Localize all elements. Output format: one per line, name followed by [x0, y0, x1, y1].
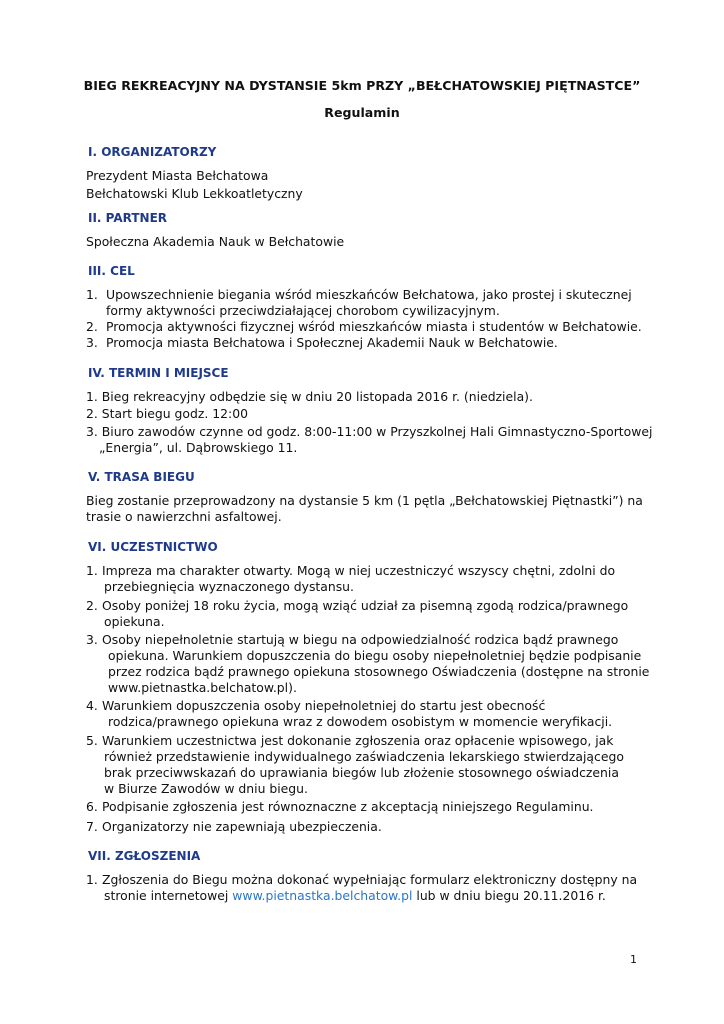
list-item-continuation: formy aktywności przeciwdziałającej chorobom cywilizacyjnym.	[106, 303, 500, 318]
section-heading-partner: II. PARTNER	[88, 211, 168, 225]
list-item: 5. Warunkiem uczestnictwa jest dokonanie zgłoszenia oraz opłacenie wpisowego, jak	[86, 733, 614, 748]
list-item: 6. Podpisanie zgłoszenia jest równoznaczne z akceptacją niniejszego Regulaminu.	[86, 799, 594, 814]
date-place-line: 1. Bieg rekreacyjny odbędzie się w dniu 20 listopada 2016 r. (niedziela).	[86, 389, 533, 404]
section-heading-organizers: I. ORGANIZATORZY	[88, 145, 217, 159]
section-heading-route: V. TRASA BIEGU	[88, 470, 195, 484]
list-item-continuation: rodzica/prawnego opiekuna wraz z dowodem osobistym w momencie weryfikacji.	[108, 714, 613, 729]
document-subtitle: Regulamin	[324, 105, 400, 120]
list-item: 3. Osoby niepełnoletnie startują w biegu na odpowiedzialność rodzica bądź prawnego	[86, 632, 619, 647]
page-number: 1	[630, 953, 637, 966]
list-item-continuation: opiekuna.	[104, 614, 165, 629]
partner-line: Społeczna Akademia Nauk w Bełchatowie	[86, 234, 345, 249]
list-item-continuation: brak przeciwwskazań do uprawiania biegów lub złożenie stosownego oświadczenia	[104, 765, 619, 780]
date-place-line: „Energia”, ul. Dąbrowskiego 11.	[99, 440, 298, 455]
date-place-line: 2. Start biegu godz. 12:00	[86, 406, 248, 421]
list-item: 2. Osoby poniżej 18 roku życia, mogą wziąć udział za pisemną zgodą rodzica/prawnego	[86, 598, 629, 613]
list-item: 1. Impreza ma charakter otwarty. Mogą w niej uczestniczyć wszyscy chętni, zdolni do	[86, 563, 616, 578]
list-item: 1. Upowszechnienie biegania wśród mieszkańców Bełchatowa, jako prostej i skutecznej	[86, 287, 632, 302]
section-heading-goal: III. CEL	[88, 264, 135, 278]
list-item: 3. Promocja miasta Bełchatowa i Społecznej Akademii Nauk w Bełchatowie.	[86, 335, 558, 350]
list-item-continuation: stronie internetowej www.pietnastka.belchatow.pl lub w dniu biegu 20.11.2016 r.	[104, 888, 606, 903]
list-item-continuation: przebiegnięcia wyznaczonego dystansu.	[104, 579, 354, 594]
list-item-continuation: www.pietnastka.belchatow.pl).	[108, 680, 297, 695]
list-item-continuation: opiekuna. Warunkiem dopuszczenia do biegu osoby niepełnoletniej będzie podpisanie	[108, 648, 642, 663]
organizer-line: Bełchatowski Klub Lekkoatletyczny	[86, 186, 303, 201]
organizer-line: Prezydent Miasta Bełchatowa	[86, 168, 269, 183]
route-line: trasie o nawierzchni asfaltowej.	[86, 509, 282, 524]
list-item-continuation: przez rodzica bądź prawnego opiekuna stosownego Oświadczenia (dostępne na stronie	[108, 664, 650, 679]
list-item: 4. Warunkiem dopuszczenia osoby niepełnoletniej do startu jest obecność	[86, 698, 546, 713]
list-item-continuation: również przedstawienie indywidualnego zaświadczenia lekarskiego stwierdzającego	[104, 749, 624, 764]
list-item: 7. Organizatorzy nie zapewniają ubezpieczenia.	[86, 819, 382, 834]
date-place-line: 3. Biuro zawodów czynne od godz. 8:00-11:00 w Przyszkolnej Hali Gimnastyczno-Sportowej	[86, 424, 653, 439]
section-heading-registration: VII. ZGŁOSZENIA	[88, 849, 201, 863]
list-item: 2. Promocja aktywności fizycznej wśród mieszkańców miasta i studentów w Bełchatowie.	[86, 319, 642, 334]
section-heading-date-place: IV. TERMIN I MIEJSCE	[88, 366, 229, 380]
section-heading-participation: VI. UCZESTNICTWO	[88, 540, 218, 554]
document-title: BIEG REKREACYJNY NA DYSTANSIE 5km PRZY „BEŁCHATOWSKIEJ PIĘTNASTCE”	[83, 78, 641, 93]
list-item: 1. Zgłoszenia do Biegu można dokonać wypełniając formularz elektroniczny dostępny na	[86, 872, 638, 887]
list-item-continuation: w Biurze Zawodów w dniu biegu.	[104, 781, 308, 796]
registration-link[interactable]: www.pietnastka.belchatow.pl	[232, 888, 413, 903]
route-line: Bieg zostanie przeprowadzony na dystansie 5 km (1 pętla „Bełchatowskiej Piętnastki”) na	[86, 493, 643, 508]
